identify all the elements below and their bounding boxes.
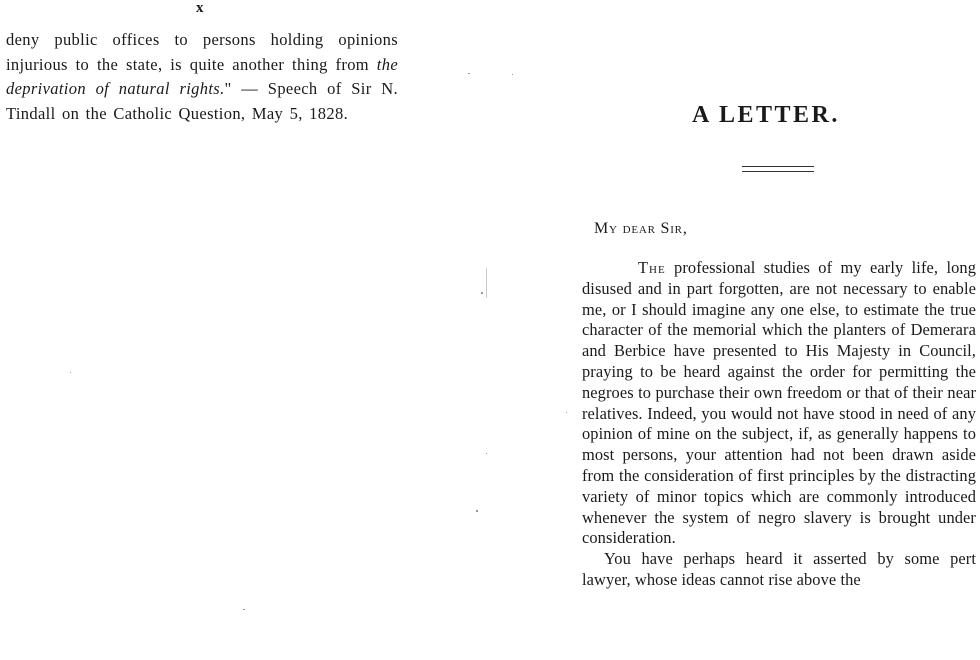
quote-text-after: " — Speech of Sir N. Tindall on the Catholic Question, May 5, 1828. bbox=[6, 79, 398, 123]
salutation: My dear Sir, bbox=[594, 220, 688, 237]
opening-word: The bbox=[638, 258, 666, 277]
right-page bbox=[470, 0, 980, 660]
double-rule-divider bbox=[742, 166, 814, 172]
print-speck bbox=[243, 609, 245, 610]
quote-italic-phrase: the deprivation of natural rights. bbox=[6, 54, 398, 98]
paragraph-text: professional studies of my early life, long disused and in part forgotten, are not necessary to enable me, or I should imagine any one else, to estimate the true character of the memorial which the planters of Demerara and Berbice have presented to His Majesty in Council, praying to be heard against the order for permitting the negroes to purchase their own freedom or that of their near relatives. Indeed, you would not have stood in need of any opinion of mine on the subject, if, as generally happens to most persons, your attention had not been drawn aside from the consideration of first principles by the distracting variety of minor topics which are commonly introduced whenever the system of negro slavery is brought under consideration. bbox=[582, 258, 976, 548]
body-paragraph bbox=[582, 258, 976, 549]
footnote-quote bbox=[6, 28, 398, 126]
letter-heading: A LETTER. bbox=[692, 102, 840, 128]
body-paragraph: You have perhaps heard it asserted by some pert lawyer, whose ideas cannot rise above the bbox=[582, 549, 976, 589]
page-number: x bbox=[196, 0, 205, 16]
print-speck bbox=[70, 372, 71, 373]
quote-text-before: deny public offices to persons holding opinions injurious to the state, is quite another thing from bbox=[6, 30, 398, 74]
left-page bbox=[0, 0, 470, 660]
letter-body bbox=[582, 258, 976, 591]
